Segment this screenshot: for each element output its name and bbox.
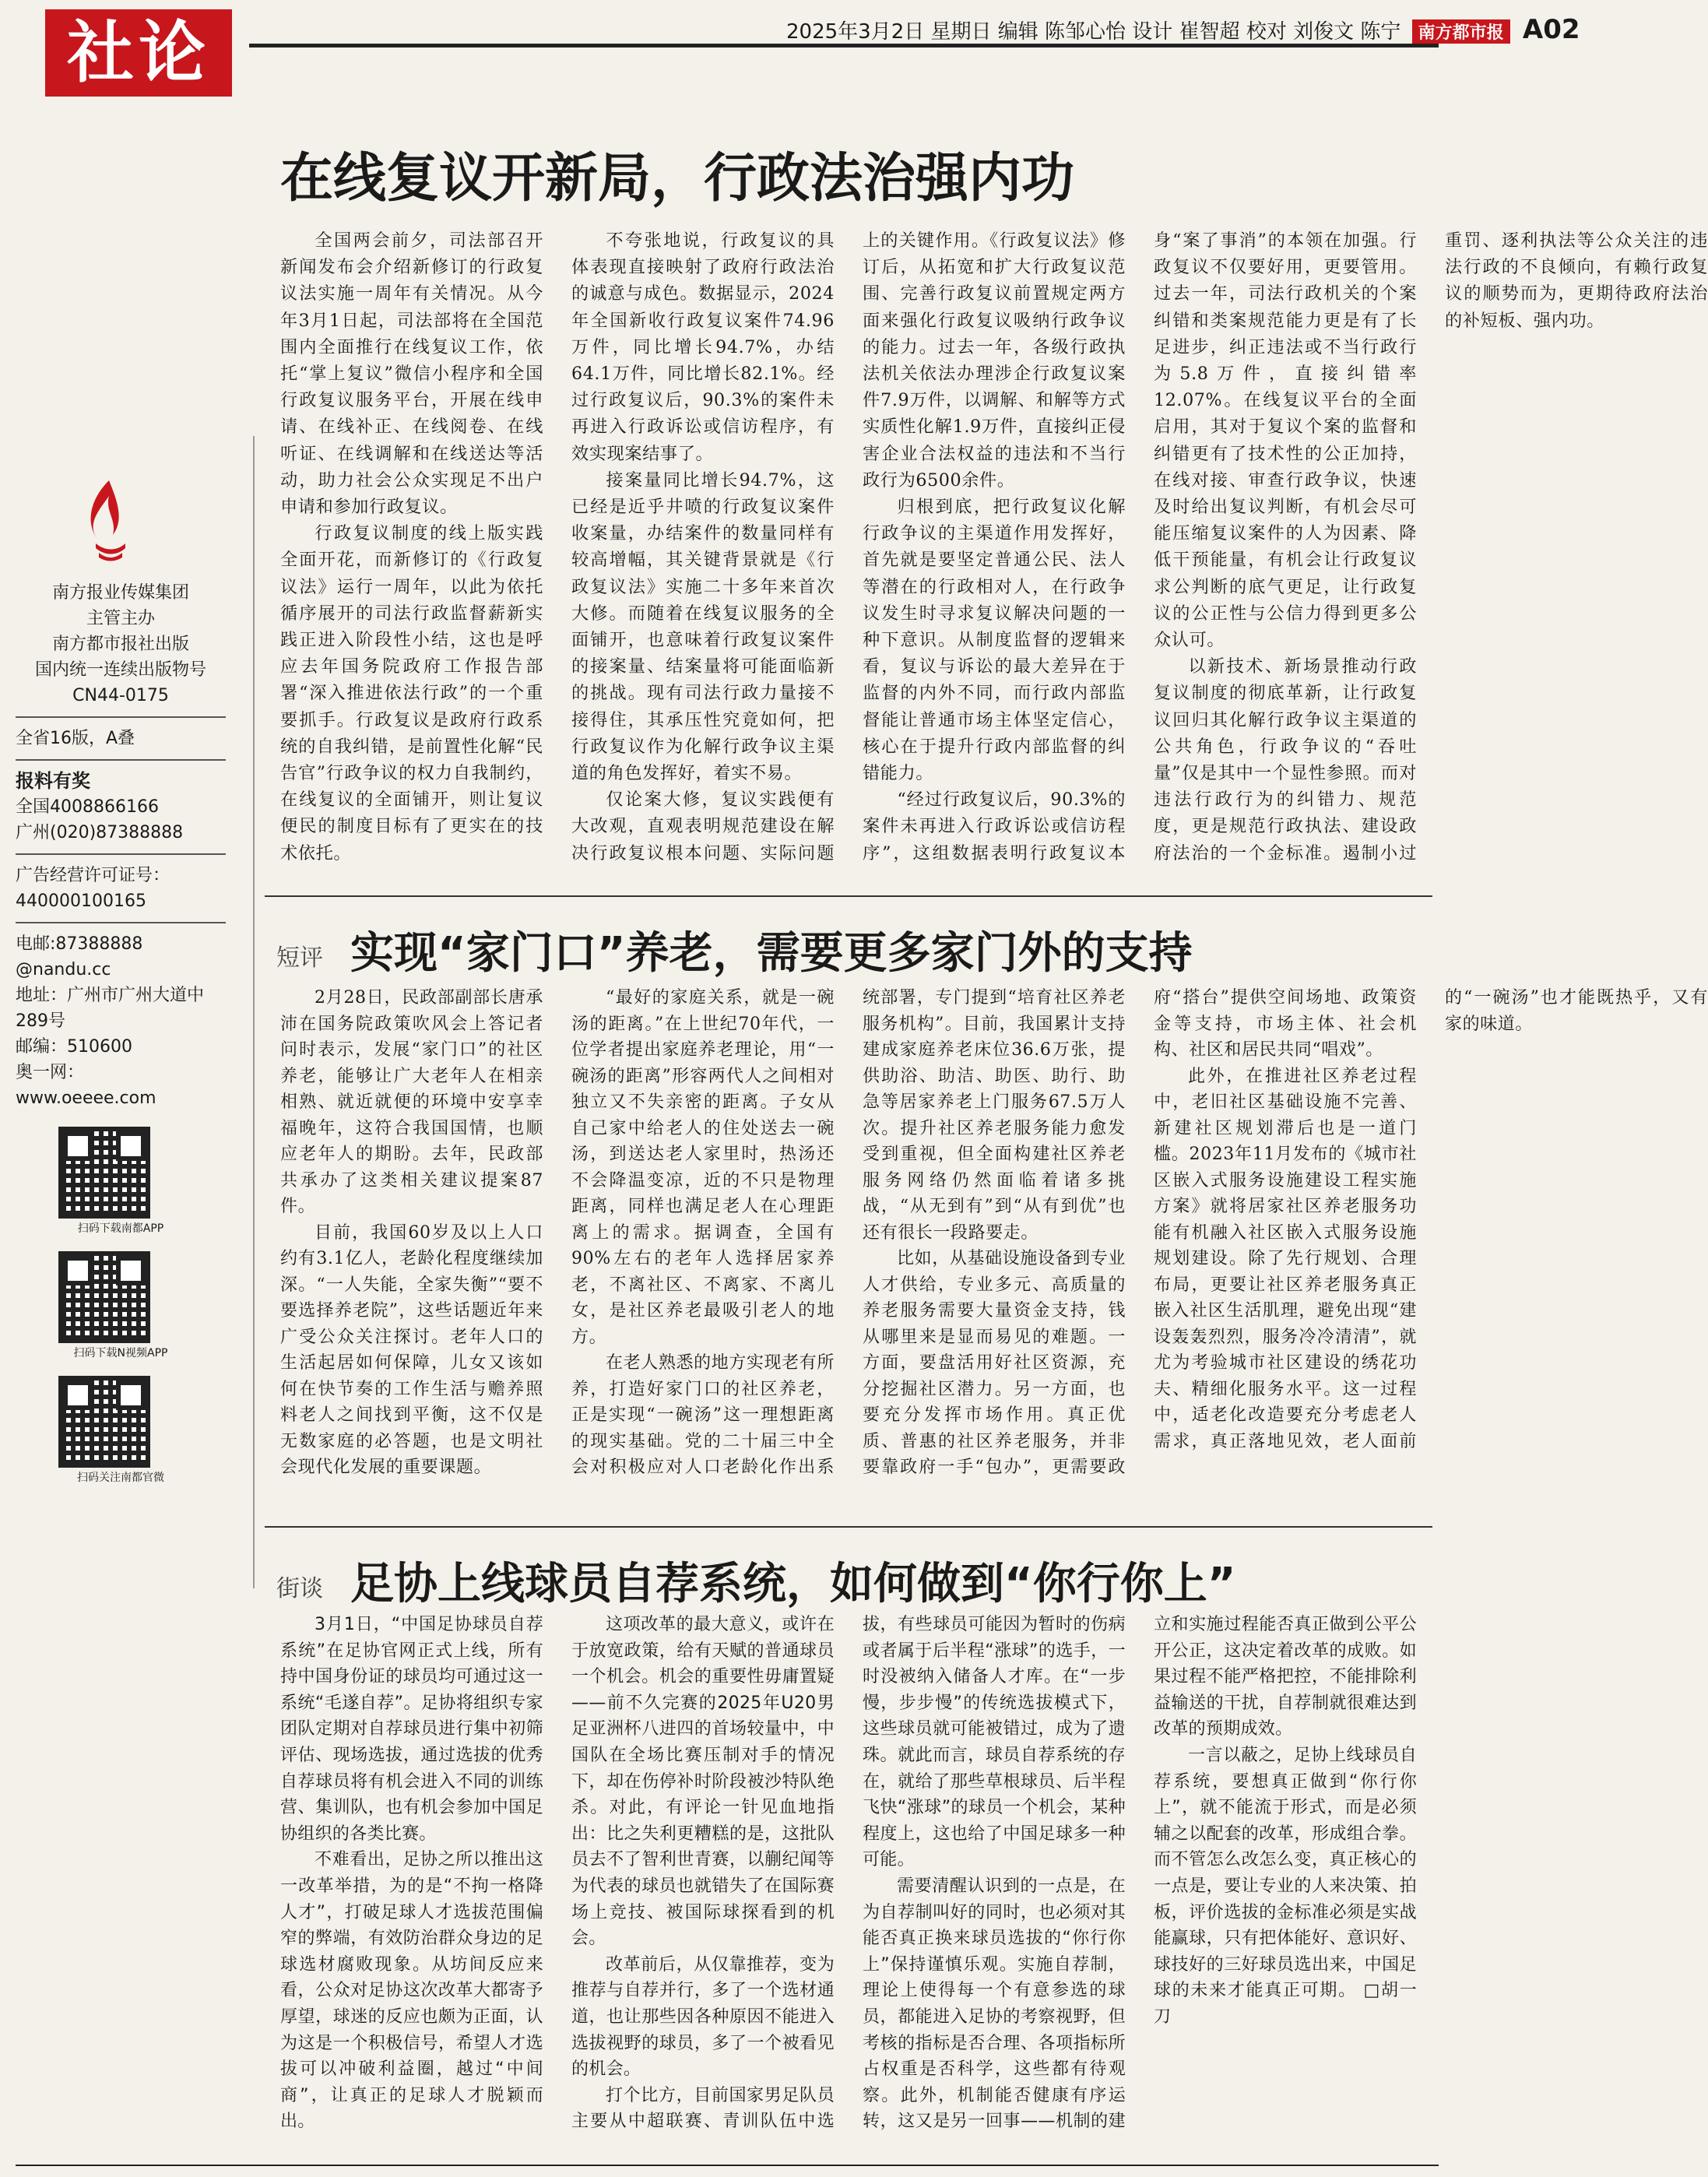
contact-email: @nandu.cc bbox=[16, 960, 111, 979]
article3-paragraph: 不难看出，足协之所以推出这一改革举措，为的是“不拘一格降人才”，打破足球人才选拔范围偏窄的弊端，有效防治群众身边的足球选材腐败现象。从坊间反应来看，公众对足协这次改革大都寄予厚望，球迷的反应也颇为正面，认为这是一个积极信号，希望人才选拔可以冲破利益圈，越过“中间商”，让真正的足球人才脱颖而出。 bbox=[280, 1850, 543, 2132]
article2-paragraph: 比如，从基础设施设备到专业人才供给，专业多元、高质量的养老服务需要大量资金支持，钱从哪里来是显而易见的难题。一方面，要盘活用好社区资源，充分挖掘社区潜力。另一方面，也要充分发挥市场作用。真正优质、普惠的社区养老服务，并非要靠政府一手“包办”，更需要政府“搭台”提供空间场地、政策资金等支持，市场主体、社会机构、社区和居民共同“唱戏”。 bbox=[863, 988, 1417, 1477]
article3-paragraph: 改革前后，从仅靠推荐，变为推荐与自荐并行，多了一个选材通道，也让那些因各种原因不能进入选拔视野的球员，多了一个被看见的机会。 bbox=[571, 1954, 835, 2080]
license-label: 广告经营许可证号： bbox=[16, 866, 170, 885]
contact-tel: 电邮:87388888 bbox=[16, 934, 143, 954]
issn-label: 国内统一连续出版物号 bbox=[34, 660, 206, 680]
publisher-name: 南方都市报社出版 bbox=[51, 635, 189, 654]
publisher-role: 主管主办 bbox=[86, 609, 155, 628]
article-separator bbox=[265, 895, 1432, 897]
article3-paragraph: 3月1日，“中国足协球员自荐系统”在足协官网正式上线，所有持中国身份证的球员均可通过这一系统“毛遂自荐”。足协将组织专家团队定期对自荐球员进行集中初筛评估、现场选拔，通过选拔的优秀自荐球员将有机会进入不同的训练营、集训队，也有机会参加中国足协组织的各类比赛。 bbox=[280, 1615, 543, 1844]
qr-code-wechat bbox=[58, 1376, 150, 1468]
article3-paragraph: 这项改革的最大意义，或许在于放宽政策，给有天赋的普通球员一个机会。机会的重要性毋庸置疑——前不久完赛的2025年U20男足亚洲杯八进四的首场较量中，中国队在全场比赛压制对手的情况下，却在伤停补时阶段被沙特队绝杀。对此，有评论一针见血地指出：比之失利更糟糕的是，这批队员去不了智利世青赛，以蒯纪闻等为代表的球员也就错失了在国际赛场上竞技、被国际球探看到的机会。 bbox=[571, 1615, 835, 1949]
article2-paragraph: 目前，我国60岁及以上人口约有3.1亿人，老龄化程度继续加深。“一人失能，全家失衡”“要不要选择养老院”，这些话题近年来广受公众关注探讨。老年人口的生活起居如何保障，儿女又该如何在快节奏的工作生活与赡养照料老人之间找到平衡，这不仅是无数家庭的必答题，也是文明社会现代化发展的重要课题。 bbox=[280, 1222, 543, 1477]
article3-kicker: 街谈 bbox=[276, 1575, 323, 1602]
article1-paragraph: “经过行政复议后，90.3%的案件未再进入行政诉讼或信访程序”，这组数据表明行政复议本身“案了事消”的本领在加强。行政复议不仅要好用，更要管用。过去一年，司法行政机关的个案纠错和类案规范能力更是有了长足进步，纠正违法或不当行政行为5.8万件，直接纠错率12.07%。在线复议平台的全面启用，其对于复议个案的监督和纠错更有了技术性的公正加持，在线对接、审查行政争议，快速及时给出复议判断，有机会尽可能压缩复议案件的人为因素、降低干预能量，有机会让行政复议求公判断的底气更足，让行政复议的公正性与公信力得到更多公众认可。 bbox=[863, 230, 1417, 863]
article2-paragraph: “最好的家庭关系，就是一碗汤的距离。”在上世纪70年代，一位学者提出家庭养老理论，用“一碗汤的距离”形容两代人之间相对独立又不失亲密的距离。子女从自己家中给老人的住处送去一碗汤，到送达老人家里时，热汤还不会降温变凉，近的不只是物理距离，同样也满足老人在心理距离上的需求。据调查，全国有90%左右的老年人选择居家养老，不离社区、不离家、不离儿女，是社区养老最吸引老人的地方。 bbox=[571, 988, 835, 1347]
divider bbox=[16, 716, 226, 718]
article1-paragraph: 全国两会前夕，司法部召开新闻发布会介绍新修订的行政复议法实施一周年有关情况。从今年3月1日起，司法部将在全国范围内全面推行在线复议工作，依托“掌上复议”微信小程序和全国行政复议服务平台，开展在线申请、在线补正、在线阅卷、在线听证、在线调解和在线送达等活动，助力社会公众实现足不出户申请和参加行政复议。 bbox=[280, 230, 543, 518]
article1-title: 在线复议开新局，行政法治强内功 bbox=[280, 148, 1075, 209]
license-number: 440000100165 bbox=[16, 892, 146, 911]
article1-paragraph: 归根到底，把行政复议化解行政争议的主渠道作用发挥好，首先就是要坚定普通公民、法人等潜在的行政相对人，在行政争议发生时寻求复议解决问题的一种下意识。从制度监督的逻辑来看，复议与诉讼的最大差异在于监督的内外不同，而行政内部监督能让普通市场主体坚定信心，核心在于提升行政内部监督的纠错能力。 bbox=[863, 497, 1126, 784]
author-byline: □胡一刀 bbox=[1154, 1981, 1418, 2027]
article3-paragraph: 需要清醒认识到的一点是，在为自荐制叫好的同时，也必须对其能否真正换来球员选拔的“你行你上”保持谨慎乐观。实施自荐制，理论上使得每一个有意参选的球员，都能进入足协的考察视野，但考核的指标是否合理、各项指标所占权重是否科学，这些都有待观察。此外，机制能否健康有序运转，这又是另一回事——机制的建立和实施过程能否真正做到公平公开公正，这决定着改革的成败。如果过程不能严格把控，不能排除利益输送的干扰，自荐制就很难达到改革的预期成效。 bbox=[863, 1615, 1417, 2132]
article3-paragraph bbox=[1154, 1743, 1417, 2031]
edition-info: 全省16版，A叠 bbox=[16, 729, 135, 748]
issn-number: CN44-0175 bbox=[72, 686, 169, 705]
publisher-group: 南方报业传媒集团 bbox=[51, 583, 189, 603]
contact-postcode: 邮编：510600 bbox=[16, 1037, 132, 1057]
qr-caption-video-app: 扫码下载N视频APP bbox=[73, 1347, 168, 1359]
article3-paragraph: 打个比方，目前国家男足队员主要从中超联赛、青训队伍中选拔，有些球员可能因为暂时的伤病或者属于后半程“涨球”的选手，一时没被纳入储备人才库。在“一步慢，步步慢”的传统选拔模式下，这些球员就可能被错过，成为了遗珠。就此而言，球员自荐系统的存在，就给了那些草根球员、后半程飞快“涨球”的球员一个机会，某种程度上，这也给了中国足球多一种可能。 bbox=[571, 1615, 1126, 2132]
article2-title: 实现“家门口”养老，需要更多家门外的支持 bbox=[350, 928, 1193, 979]
section-masthead: 社论 bbox=[45, 9, 232, 97]
brand-logo: 南方都市报 bbox=[1412, 19, 1510, 44]
nanfang-logo-icon bbox=[82, 477, 136, 562]
date-editor-line: 2025年3月2日 星期日 编辑 陈邹心怡 设计 崔智超 校对 刘俊文 陈宁 bbox=[786, 20, 1401, 44]
article-separator bbox=[265, 1526, 1432, 1528]
issue-meta bbox=[786, 14, 1580, 45]
hotline-title: 报料有奖 bbox=[16, 770, 90, 792]
sidebar bbox=[16, 580, 226, 1485]
page-number: A02 bbox=[1522, 14, 1580, 45]
header-rule bbox=[249, 44, 1439, 47]
article3-closing: 一言以蔽之，足协上线球员自荐系统，要想真正做到“你行你上”，就不能流于形式，而是必须辅之以配套的改革，形成组合拳。而不管怎么改怎么变，真正核心的一点是，要让专业的人来决策、拍板，评价选拔的金标准必须是实战能赢球，只有把体能好、意识好、球技好的三好球员选出来，中国足球的未来才能真正可期。 bbox=[1154, 1745, 1417, 2001]
divider bbox=[16, 922, 226, 923]
hotline-guangzhou: 广州(020)87388888 bbox=[16, 823, 184, 842]
website-label: 奥一网： bbox=[16, 1063, 85, 1082]
article1-paragraph: 以新技术、新场景推动行政复议制度的彻底革新，让行政复议回归其化解行政争议主渠道的公共角色，行政争议的“吞吐量”仅是其中一个显性参照。而对违法行政行为的纠错力、规范度，更是规范行政执法、建设政府法治的一个金标准。遏制小过重罚、逐利执法等公众关注的违法行政的不良倾向，有赖行政复议的顺势而为，更期待政府法治的补短板、强内功。 bbox=[1154, 230, 1708, 863]
hotline-national: 全国4008866166 bbox=[16, 797, 159, 817]
article1-paragraph: 行政复议制度的线上版实践全面开花，而新修订的《行政复议法》运行一周年，以此为依托循序展开的司法行政监督薪新实践正进入阶段性小结，这也是呼应去年国务院政府工作报告部署“深入推进依法行政”的一个重要抓手。行政复议是政府行政系统的自我纠错，是前置性化解“民告官”行政争议的权力自我制约，在线复议的全面铺开，则让复议便民的制度目标有了更实在的技术依托。 bbox=[280, 523, 543, 863]
divider bbox=[16, 759, 226, 761]
website-url: www.oeeee.com bbox=[16, 1088, 156, 1108]
article1-paragraph: 不夸张地说，行政复议的具体表现直接映射了政府行政法治的诚意与成色。数据显示，2024年全国新收行政复议案件74.96万件，同比增长94.7%，办结64.1万件，同比增长82.1%。经过行政复议后，90.3%的案件未再进入行政诉讼或信访程序，有效实现案结事了。 bbox=[571, 230, 835, 464]
article1-body bbox=[280, 227, 1708, 874]
article2-kicker: 短评 bbox=[276, 944, 323, 972]
article3-title: 足协上线球员自荐系统，如何做到“你行你上” bbox=[350, 1559, 1236, 1609]
sidebar-divider bbox=[253, 436, 255, 1588]
qr-caption-wechat: 扫码关注南都官微 bbox=[77, 1472, 164, 1484]
article2-paragraph: 在老人熟悉的地方实现老有所养，打造好家门口的社区养老，正是实现“一碗汤”这一理想距离的现实基础。党的二十届三中全会对积极应对人口老龄化作出系统部署，专门提到“培育社区养老服务机构”。目前，我国累计支持建成家庭养老床位36.6万张，提供助浴、助洁、助医、助行、助急等居家养老上门服务67.5万人次。提升社区养老服务能力愈发受到重视，但全面构建社区养老服务网络仍然面临着诸多挑战，“从无到有”到“从有到优”也还有很长一段路要走。 bbox=[571, 988, 1126, 1477]
contact-address: 地址：广州市广州大道中289号 bbox=[16, 986, 205, 1031]
article2-body bbox=[280, 985, 1708, 1499]
article2-paragraph: 此外，在推进社区养老过程中，老旧社区基础设施不完善、新建社区规划滞后也是一道门槛。2023年11月发布的《城市社区嵌入式服务设施建设工程实施方案》就将居家社区养老服务功能有机融入社区嵌入式服务设施规划建设。除了先行规划、合理布局，更要让社区养老服务真正嵌入社区生活肌理，避免出现“建设轰轰烈烈，服务冷冷清清”，就尤为考验城市社区建设的绣花功夫、精细化服务水平。这一过程中，适老化改造要充分考虑老人需求，真正落地见效，老人面前的“一碗汤”也才能既热乎，又有家的味道。 bbox=[1154, 988, 1708, 1451]
qr-code-video-app bbox=[58, 1251, 150, 1343]
qr-caption-app: 扫码下载南都APP bbox=[77, 1222, 164, 1235]
divider bbox=[16, 853, 226, 855]
footer-rule bbox=[16, 2165, 1439, 2166]
article2-paragraph: 2月28日，民政部副部长唐承沛在国务院政策吹风会上答记者问时表示，发展“家门口”的社区养老，能够让广大老年人在相亲相熟、就近就便的环境中安享幸福晚年，这符合我国国情，也顺应老年人的期盼。去年，民政部共承办了这类相关建议提案87件。 bbox=[280, 988, 543, 1216]
qr-code-app bbox=[58, 1127, 150, 1219]
article1-paragraph: 接案量同比增长94.7%，这已经是近乎井喷的行政复议案件收案量，办结案件的数量同样有较高增幅，其关键背景就是《行政复议法》实施二十多年来首次大修。而随着在线复议服务的全面铺开，也意味着行政复议案件的接案量、结案量将可能面临新的挑战。现有司法行政力量接不接得住，其承压性究竟如何，把行政复议作为化解行政争议主渠道的角色发挥好，着实不易。 bbox=[571, 470, 835, 784]
article3-body bbox=[280, 1612, 1417, 2149]
article1-paragraph: 仅论案大修，复议实践便有大改观，直观表明规范建设在解决行政复议根本问题、实际问题上的关键作用。《行政复议法》修订后，从拓宽和扩大行政复议范围、完善行政复议前置规定两方面来强化行政复议吸纳行政争议的能力。过去一年，各级行政执法机关依法办理涉企行政复议案件7.9万件，以调解、和解等方式实质性化解1.9万件，直接纠正侵害企业合法权益的违法和不当行政行为6500余件。 bbox=[571, 230, 1126, 863]
